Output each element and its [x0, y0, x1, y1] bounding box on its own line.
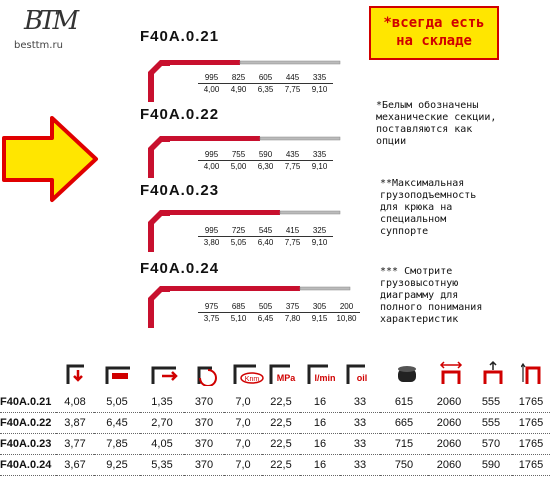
table-cell: 6,45	[94, 413, 140, 434]
spec-reach: 6,35	[257, 85, 274, 94]
logo-text: besttm.ru	[14, 40, 63, 51]
table-cell: 750	[380, 455, 428, 476]
table-cell: 22,5	[262, 392, 300, 413]
table-cell: 7,0	[224, 413, 262, 434]
slewing-angle-icon	[192, 358, 222, 388]
note-line: поставляются как	[376, 124, 473, 135]
badge-line-2: на складе	[396, 33, 472, 49]
table-cell: 16	[300, 392, 340, 413]
spec-value: 305	[306, 302, 333, 313]
note-line: полного понимания	[380, 302, 483, 313]
spec-reach: 4,00	[203, 85, 220, 94]
table-cell: 7,0	[224, 455, 262, 476]
spec-reach: 4,90	[230, 85, 247, 94]
table-cell: 370	[184, 413, 224, 434]
weight-icon	[392, 358, 422, 388]
table-cell: 22,5	[262, 434, 300, 455]
pressure-icon	[268, 358, 298, 388]
note-white-sections	[376, 100, 548, 148]
spec-reach: 5,05	[230, 238, 247, 247]
spec-value: 755	[225, 150, 252, 161]
logo-mark: BTM	[24, 6, 76, 36]
spec-value: 995	[198, 226, 225, 237]
table-cell: 7,0	[224, 434, 262, 455]
lifting-moment-icon	[232, 358, 266, 388]
model-1-spec	[198, 73, 333, 94]
model-title: F40A.0.22	[140, 106, 220, 123]
table-cell: 4,08	[56, 392, 94, 413]
spec-value: 435	[279, 150, 306, 161]
spec-reach: 10,80	[336, 314, 357, 323]
spec-value: 725	[225, 226, 252, 237]
spec-reach: 7,75	[284, 162, 301, 171]
model-title: F40A.0.23	[140, 182, 220, 199]
table-cell: 33	[340, 455, 380, 476]
spec-value: 415	[279, 226, 306, 237]
spec-value: 335	[306, 150, 333, 161]
note-line: **Максимальная	[380, 178, 465, 189]
note-line: специальном	[380, 214, 447, 225]
table-cell: 2060	[428, 434, 470, 455]
note-line: диаграмму для	[380, 290, 459, 301]
note-line: опции	[376, 136, 407, 147]
oil-label: oil	[356, 373, 368, 383]
spec-value: 545	[252, 226, 279, 237]
table-cell: 3,87	[56, 413, 94, 434]
height-icon	[478, 358, 508, 388]
table-cell: 2060	[428, 413, 470, 434]
table-cell: 665	[380, 413, 428, 434]
model-title: F40A.0.21	[140, 28, 220, 45]
table-cell: 5,35	[140, 455, 184, 476]
spec-value: 335	[306, 73, 333, 84]
hydraulic-reach-icon	[104, 358, 134, 388]
note-line: грузовысотную	[380, 278, 459, 289]
spec-reach: 4,00	[203, 162, 220, 171]
spec-reach: 9,10	[311, 162, 328, 171]
lift-capacity-icon	[62, 358, 92, 388]
lmin-label: l/min	[314, 373, 336, 383]
table-cell: 370	[184, 434, 224, 455]
spec-value: 200	[333, 302, 360, 313]
table-cell: 16	[300, 434, 340, 455]
table-row	[0, 413, 550, 434]
spec-value: 995	[198, 150, 225, 161]
note-load-chart	[380, 266, 548, 326]
table-cell: 2,70	[140, 413, 184, 434]
spec-value: 325	[306, 226, 333, 237]
table-row	[0, 434, 550, 455]
spec-reach: 7,80	[284, 314, 301, 323]
table-cell: 16	[300, 413, 340, 434]
table-cell: 370	[184, 455, 224, 476]
table-cell: 2060	[428, 392, 470, 413]
row-model-name: F40A.0.24	[0, 455, 56, 476]
table-cell: 590	[470, 455, 512, 476]
note-max-capacity	[380, 178, 548, 238]
spec-reach: 5,00	[230, 162, 247, 171]
oil-tank-icon	[344, 358, 374, 388]
brand-logo	[4, 6, 84, 56]
table-cell: 22,5	[262, 455, 300, 476]
table-cell: 555	[470, 413, 512, 434]
table-cell: 33	[340, 413, 380, 434]
table-cell: 2060	[428, 455, 470, 476]
spec-reach: 9,10	[311, 238, 328, 247]
model-2-spec	[198, 150, 333, 171]
spec-value: 605	[252, 73, 279, 84]
mpa-label: MPa	[276, 373, 296, 383]
model-3-spec	[198, 226, 333, 247]
spec-reach: 6,45	[257, 314, 274, 323]
spec-value: 975	[198, 302, 225, 313]
model-title: F40A.0.24	[140, 260, 220, 277]
table-row	[0, 392, 550, 413]
note-line: суппорте	[380, 226, 429, 237]
table-cell: 4,05	[140, 434, 184, 455]
table-cell: 555	[470, 392, 512, 413]
note-line: механические секции,	[376, 112, 497, 123]
note-line: для крюка на	[380, 202, 453, 213]
spec-value: 445	[279, 73, 306, 84]
spec-value: 825	[225, 73, 252, 84]
note-line: грузоподъемность	[380, 190, 477, 201]
spec-icons-header	[0, 358, 550, 390]
table-row	[0, 455, 550, 476]
table-cell: 1765	[512, 413, 550, 434]
spec-table	[0, 392, 550, 476]
spec-reach: 9,10	[311, 85, 328, 94]
spec-reach: 6,30	[257, 162, 274, 171]
table-cell: 33	[340, 392, 380, 413]
table-cell: 33	[340, 434, 380, 455]
table-cell: 22,5	[262, 413, 300, 434]
table-cell: 7,0	[224, 392, 262, 413]
spec-value: 505	[252, 302, 279, 313]
spec-reach: 7,75	[284, 85, 301, 94]
spec-reach: 3,80	[203, 238, 220, 247]
in-stock-badge	[369, 6, 499, 60]
spec-reach: 7,75	[284, 238, 301, 247]
spec-value: 685	[225, 302, 252, 313]
stabilizer-span-icon	[518, 358, 548, 388]
table-cell: 3,77	[56, 434, 94, 455]
knm-label: Knm	[244, 376, 260, 383]
note-line: *Белым обозначены	[376, 100, 479, 111]
table-cell: 9,25	[94, 455, 140, 476]
spec-reach: 9,15	[311, 314, 328, 323]
table-cell: 1765	[512, 455, 550, 476]
table-cell: 16	[300, 455, 340, 476]
badge-line-1: *всегда есть	[383, 15, 485, 31]
pointer-arrow-icon	[0, 114, 100, 204]
row-model-name: F40A.0.22	[0, 413, 56, 434]
table-cell: 1765	[512, 434, 550, 455]
table-cell: 370	[184, 392, 224, 413]
spec-reach: 3,75	[203, 314, 220, 323]
flow-icon	[306, 358, 338, 388]
spec-value: 995	[198, 73, 225, 84]
table-cell: 5,05	[94, 392, 140, 413]
table-cell: 715	[380, 434, 428, 455]
table-cell: 1765	[512, 392, 550, 413]
table-cell: 615	[380, 392, 428, 413]
manual-extension-icon	[150, 358, 180, 388]
spec-value: 590	[252, 150, 279, 161]
row-model-name: F40A.0.23	[0, 434, 56, 455]
spec-reach: 5,10	[230, 314, 247, 323]
model-4-spec	[198, 302, 360, 323]
table-cell: 7,85	[94, 434, 140, 455]
table-cell: 1,35	[140, 392, 184, 413]
note-line: *** Смотрите	[380, 266, 453, 277]
row-model-name: F40A.0.21	[0, 392, 56, 413]
table-cell: 3,67	[56, 455, 94, 476]
spec-value: 375	[279, 302, 306, 313]
table-cell: 570	[470, 434, 512, 455]
width-icon	[436, 358, 466, 388]
spec-reach: 6,40	[257, 238, 274, 247]
note-line: характеристик	[380, 314, 459, 325]
